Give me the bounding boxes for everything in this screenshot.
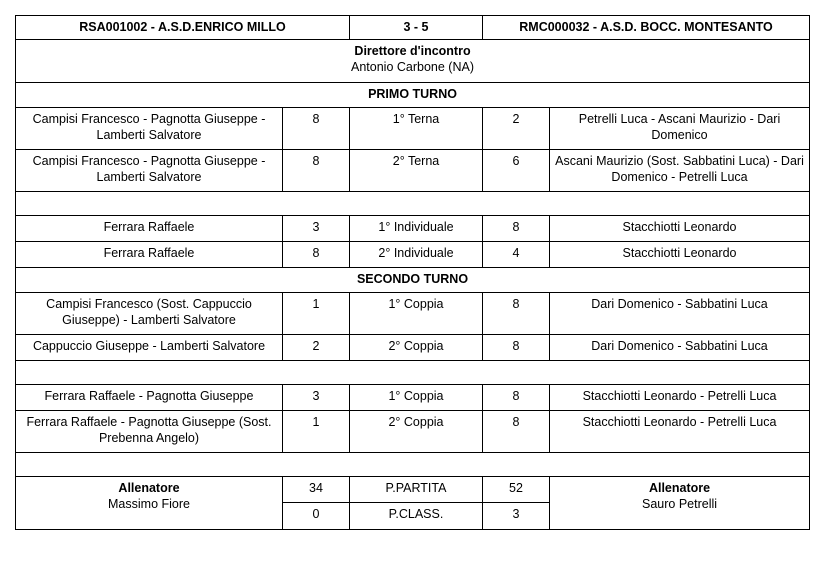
match-header-row xyxy=(16,16,810,40)
away-score: 8 xyxy=(483,216,550,242)
home-coach-cell xyxy=(16,477,283,530)
director-row xyxy=(16,40,810,83)
home-players: Campisi Francesco (Sost. Cappuccio Giuseppe) - Lamberti Salvatore xyxy=(16,293,283,335)
spacer-row xyxy=(16,192,810,216)
secondo-turno-title: SECONDO TURNO xyxy=(16,268,810,293)
home-players: Campisi Francesco - Pagnotta Giuseppe - Lamberti Salvatore xyxy=(16,150,283,192)
game-label: 1° Coppia xyxy=(350,385,483,411)
primo-turno-title: PRIMO TURNO xyxy=(16,83,810,108)
director-name: Antonio Carbone (NA) xyxy=(351,60,474,74)
home-players: Cappuccio Giuseppe - Lamberti Salvatore xyxy=(16,335,283,361)
game-row xyxy=(16,385,810,411)
game-row xyxy=(16,108,810,150)
away-class-points: 3 xyxy=(483,503,550,530)
home-players: Ferrara Raffaele xyxy=(16,242,283,268)
away-players: Stacchiotti Leonardo - Petrelli Luca xyxy=(550,385,810,411)
game-row xyxy=(16,150,810,192)
game-label: 2° Terna xyxy=(350,150,483,192)
class-label: P.CLASS. xyxy=(350,503,483,530)
away-players: Stacchiotti Leonardo xyxy=(550,242,810,268)
game-label: 2° Coppia xyxy=(350,335,483,361)
home-players: Ferrara Raffaele xyxy=(16,216,283,242)
home-score: 8 xyxy=(283,108,350,150)
partita-label: P.PARTITA xyxy=(350,477,483,503)
section-title-row xyxy=(16,268,810,293)
home-score: 8 xyxy=(283,242,350,268)
away-players: Dari Domenico - Sabbatini Luca xyxy=(550,293,810,335)
away-score: 8 xyxy=(483,411,550,453)
game-row xyxy=(16,335,810,361)
spacer-cell xyxy=(16,192,810,216)
game-row xyxy=(16,216,810,242)
away-partita-points: 52 xyxy=(483,477,550,503)
away-score: 6 xyxy=(483,150,550,192)
home-coach-name: Massimo Fiore xyxy=(108,497,190,511)
home-score: 2 xyxy=(283,335,350,361)
away-score: 8 xyxy=(483,293,550,335)
away-team: RMC000032 - A.S.D. BOCC. MONTESANTO xyxy=(483,16,810,40)
game-row xyxy=(16,411,810,453)
spacer-cell xyxy=(16,361,810,385)
away-players: Petrelli Luca - Ascani Maurizio - Dari Domenico xyxy=(550,108,810,150)
home-partita-points: 34 xyxy=(283,477,350,503)
game-row xyxy=(16,242,810,268)
game-label: 1° Coppia xyxy=(350,293,483,335)
game-row xyxy=(16,293,810,335)
away-score: 4 xyxy=(483,242,550,268)
home-players: Campisi Francesco - Pagnotta Giuseppe - Lamberti Salvatore xyxy=(16,108,283,150)
away-score: 8 xyxy=(483,335,550,361)
home-score: 1 xyxy=(283,411,350,453)
director-label: Direttore d'incontro xyxy=(354,44,471,58)
away-coach-label: Allenatore xyxy=(648,481,711,495)
away-players: Stacchiotti Leonardo - Petrelli Luca xyxy=(550,411,810,453)
away-score: 2 xyxy=(483,108,550,150)
away-score: 8 xyxy=(483,385,550,411)
match-report-table xyxy=(15,15,810,530)
game-label: 2° Individuale xyxy=(350,242,483,268)
home-players: Ferrara Raffaele - Pagnotta Giuseppe xyxy=(16,385,283,411)
home-players: Ferrara Raffaele - Pagnotta Giuseppe (Sost. Prebenna Angelo) xyxy=(16,411,283,453)
game-label: 1° Terna xyxy=(350,108,483,150)
away-players: Stacchiotti Leonardo xyxy=(550,216,810,242)
home-score: 1 xyxy=(283,293,350,335)
match-score: 3 - 5 xyxy=(350,16,483,40)
game-label: 2° Coppia xyxy=(350,411,483,453)
away-coach-name: Sauro Petrelli xyxy=(641,497,718,511)
home-score: 3 xyxy=(283,385,350,411)
home-class-points: 0 xyxy=(283,503,350,530)
home-team: RSA001002 - A.S.D.ENRICO MILLO xyxy=(16,16,350,40)
spacer-row xyxy=(16,453,810,477)
away-players: Ascani Maurizio (Sost. Sabbatini Luca) - Dari Domenico - Petrelli Luca xyxy=(550,150,810,192)
director-cell xyxy=(16,40,810,83)
home-coach-label: Allenatore xyxy=(118,481,180,495)
spacer-cell xyxy=(16,453,810,477)
away-players: Dari Domenico - Sabbatini Luca xyxy=(550,335,810,361)
home-score: 8 xyxy=(283,150,350,192)
spacer-row xyxy=(16,361,810,385)
footer-row-partita xyxy=(16,477,810,503)
game-label: 1° Individuale xyxy=(350,216,483,242)
home-score: 3 xyxy=(283,216,350,242)
away-coach-cell xyxy=(550,477,810,530)
section-title-row xyxy=(16,83,810,108)
